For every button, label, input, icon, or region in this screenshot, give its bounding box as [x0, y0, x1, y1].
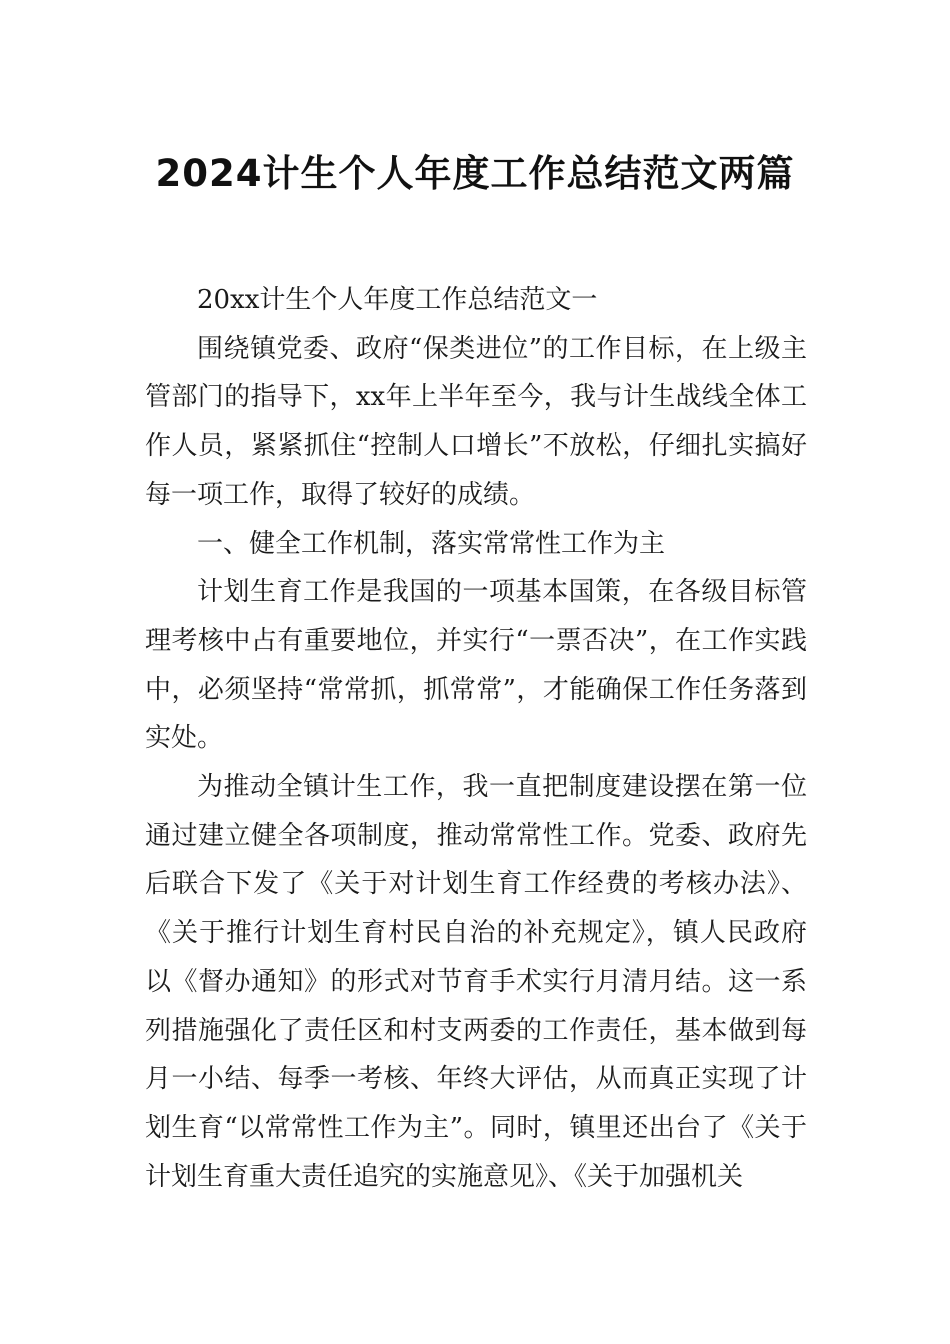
- paragraph-intro: 围绕镇党委、政府“保类进位”的工作目标，在上级主管部门的指导下，xx年上半年至今，我与计生战线全体工作人员，紧紧抓住“控制人口增长”不放松，仔细扎实搞好每一项工作，取得了较好的成绩。: [145, 333, 807, 510]
- section-heading-article-one: 20xx计生个人年度工作总结范文一: [197, 285, 598, 315]
- paragraph-system-building: 为推动全镇计生工作，我一直把制度建设摆在第一位通过建立健全各项制度，推动常常性工作。党委、政府先后联合下发了《关于对计划生育工作经费的考核办法》、《关于推行计划生育村民自治的补充规定》，镇人民政府以《督办通知》的形式对节育手术实行月清月结。这一系列措施强化了责任区和村支两委的工作责任，基本做到每月一小结、每季一考核、年终大评估，从而真正实现了计划生育“以常常性工作为主”。同时，镇里还出台了《关于计划生育重大责任追究的实施意见》、《关于加强机关: [145, 772, 807, 1192]
- document-body: [145, 276, 807, 1201]
- paragraph-policy: 计划生育工作是我国的一项基本国策，在各级目标管理考核中占有重要地位，并实行“一票否决”，在工作实践中，必须坚持“常常抓，抓常常”，才能确保工作任务落到实处。: [145, 577, 807, 754]
- section-heading-mechanism: 一、健全工作机制，落实常常性工作为主: [197, 528, 666, 559]
- document-title: 2024计生个人年度工作总结范文两篇: [155, 151, 795, 195]
